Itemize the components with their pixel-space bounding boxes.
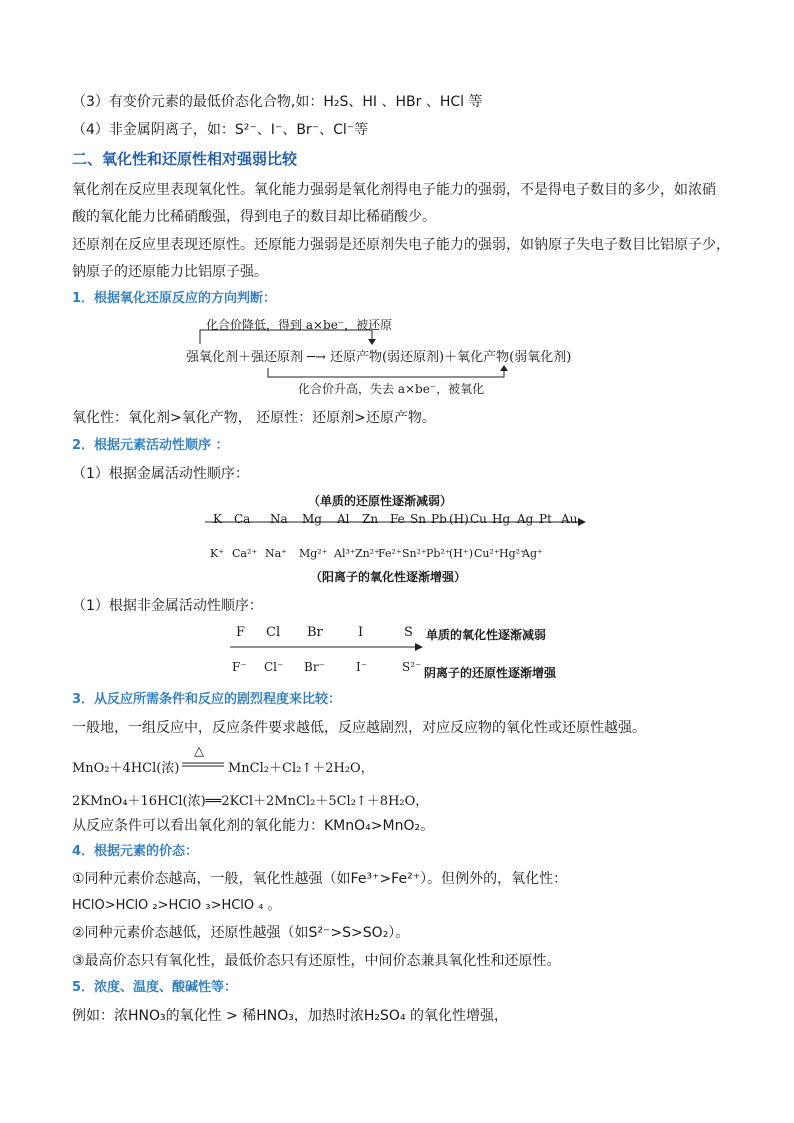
anion-symbol-3: I⁻ xyxy=(356,660,368,674)
cation-symbol-12: Ag⁺ xyxy=(522,547,543,560)
metal-symbol-9: (H) xyxy=(449,512,469,526)
metal-symbol-14: Au xyxy=(561,512,578,526)
metal-symbol-13: Pt xyxy=(539,512,552,526)
metal-symbol-0: K xyxy=(213,512,222,526)
cation-symbol-8: Pb²⁺ xyxy=(426,547,451,560)
anion-symbol-4: S²⁻ xyxy=(402,660,422,674)
metal-series-top-label: （单质的还原性逐渐减弱） xyxy=(308,494,453,508)
method-3-conclusion: 从反应条件可以看出氧化剂的氧化能力：KMnO₄>MnO₂。 xyxy=(72,818,435,834)
nonmetal-symbol-1: Cl xyxy=(266,625,281,640)
metal-symbol-10: Cu xyxy=(470,512,487,526)
nonmetal-top-label: 单质的氧化性逐渐减弱 xyxy=(426,628,547,642)
metal-series-title: （1）根据金属活动性顺序： xyxy=(72,466,249,482)
item-3-rest: 、HI 、HBr 、HCl 等 xyxy=(348,94,483,110)
method-3-paragraph: 一般地，一组反应中，反应条件要求越低，反应越剧烈，对应反应物的氧化性或还原性越强。 xyxy=(72,720,646,736)
method-4-line-4: ③最高价态只有氧化性，最低价态只有还原性，中间价态兼具氧化性和还原性。 xyxy=(72,953,561,969)
paragraph-reductant-line2: 钠原子的还原能力比铝原子强。 xyxy=(72,264,268,280)
section-2-title: 二、氧化性和还原性相对强弱比较 xyxy=(72,150,298,168)
metal-symbol-11: Hg xyxy=(492,512,511,526)
metal-symbol-5: Zn xyxy=(362,512,379,526)
method-1-conclusion: 氧化性：氧化剂>氧化产物， 还原性：还原剂>还原产物。 xyxy=(72,410,436,426)
nonmetal-symbol-0: F xyxy=(236,625,246,640)
equation-1-right: MnCl₂＋Cl₂↑＋2H₂O， xyxy=(228,761,374,776)
method-5-paragraph: 例如：浓HNO₃的氧化性 > 稀HNO₃，加热时浓H₂SO₄ 的氧化性增强， xyxy=(72,1008,509,1024)
cation-symbol-0: K⁺ xyxy=(210,547,225,560)
method-2-heading: 2．根据元素活动性顺序 ： xyxy=(72,438,229,453)
method-1-heading: 1．根据氧化还原反应的方向判断： xyxy=(72,291,277,306)
metal-symbol-3: Mg xyxy=(302,512,322,526)
nonmetal-symbol-2: Br xyxy=(307,625,323,640)
anion-symbol-0: F⁻ xyxy=(232,660,247,674)
anion-symbol-1: Cl⁻ xyxy=(264,660,284,674)
method-4-line-1: ①同种元素价态越高，一般，氧化性越强（如Fe³⁺>Fe²⁺）。但例外的，氧化性： xyxy=(72,871,568,887)
paragraph-oxidant-line2: 酸的氧化能力比稀硝酸强，得到电子的数目却比稀硝酸少。 xyxy=(72,209,436,225)
metal-series-bottom-label: （阳离子的氧化性逐渐增强） xyxy=(310,570,467,584)
method-4-line-2: HClO>HClO ₂>HClO ₃>HClO ₄ 。 xyxy=(72,898,281,913)
equation-1-equals xyxy=(182,761,224,769)
equation-1-condition: △ xyxy=(194,744,204,759)
paragraph-reductant-line1: 还原剂在反应里表现还原性。还原能力强弱是还原剂失电子能力的强弱，如钠原子失电子数目比铝原子少， xyxy=(72,237,730,253)
nonmetal-series-title: （1）根据非金属活动性顺序： xyxy=(72,598,263,614)
cation-symbol-9: (H⁺) xyxy=(449,547,473,560)
method-4-heading: 4．根据元素的价态： xyxy=(72,844,199,859)
cation-symbol-10: Cu²⁺ xyxy=(474,547,500,560)
anion-symbol-2: Br⁻ xyxy=(304,660,325,674)
method-5-heading: 5．浓度、温度、酸碱性等： xyxy=(72,980,238,995)
equation-2: 2KMnO₄＋16HCl(浓)══2KCl＋2MnCl₂＋5Cl₂↑＋8H₂O， xyxy=(72,794,429,809)
method-4-line-3: ②同种元素价态越低，还原性越强（如S²⁻>S>SO₂）。 xyxy=(72,925,410,941)
equation-1-left: MnO₂＋4HCl(浓) xyxy=(72,761,180,776)
item-3-formula: H₂S xyxy=(323,94,349,110)
metal-symbol-6: Fe xyxy=(390,512,405,526)
nonmetal-symbol-3: I xyxy=(358,625,364,640)
metal-symbol-12: Ag xyxy=(517,512,534,526)
nonmetal-symbol-4: S xyxy=(404,625,413,640)
item-4-prefix: （4）非金属阴离子，如： xyxy=(72,122,235,138)
cation-symbol-1: Ca²⁺ xyxy=(232,547,258,560)
metal-symbol-2: Na xyxy=(270,512,288,526)
cation-symbol-4: Al³⁺ xyxy=(334,547,356,560)
metal-symbol-7: Sn xyxy=(410,512,426,526)
cation-symbol-6: Fe²⁺ xyxy=(378,547,402,560)
cation-symbol-11: Hg²⁺ xyxy=(499,547,526,560)
method-3-heading: 3．从反应所需条件和反应的剧烈程度来比较： xyxy=(72,692,342,707)
paragraph-oxidant-line1: 氧化剂在反应里表现氧化性。氧化能力强弱是氧化剂得电子能力的强弱，不是得电子数目的多少，如浓硝 xyxy=(72,182,716,198)
cation-symbol-3: Mg²⁺ xyxy=(299,547,328,560)
metal-symbol-1: Ca xyxy=(234,512,251,526)
cation-symbol-7: Sn²⁺ xyxy=(402,547,427,560)
item-4-ions: S²⁻、I⁻、Br⁻、Cl⁻等 xyxy=(234,122,369,138)
metal-symbol-4: Al xyxy=(337,512,350,526)
cation-symbol-2: Na⁺ xyxy=(265,547,287,560)
label-oxidized: 化合价升高，失去 a×be⁻，被氧化 xyxy=(298,382,485,396)
cation-symbol-5: Zn²⁺ xyxy=(355,547,380,560)
nonmetal-bottom-label: 阴离子的还原性逐渐增强 xyxy=(424,666,557,680)
metal-symbol-8: Pb xyxy=(431,512,447,526)
label-reduced: 化合价降低，得到 a×be⁻，被还原 xyxy=(206,318,393,332)
item-3-prefix: （3）有变价元素的最低价态化合物,如： xyxy=(72,94,324,110)
redox-equation: 强氧化剂＋强还原剂 ─→ 还原产物(弱还原剂)＋氧化产物(弱氧化剂) xyxy=(186,350,572,365)
